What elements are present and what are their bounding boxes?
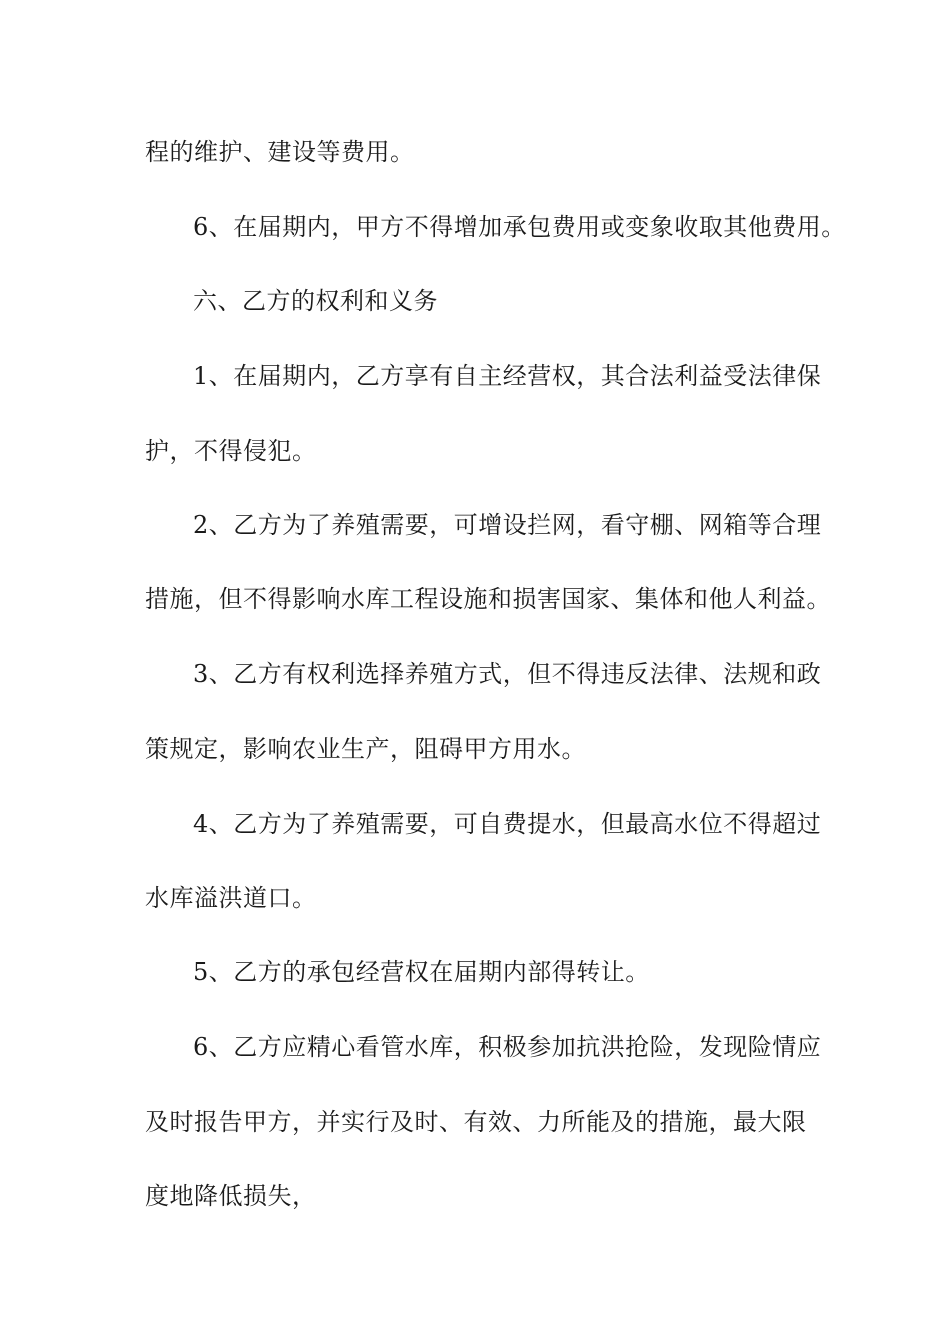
paragraph-line: 及时报告甲方，并实行及时、有效、力所能及的措施，最大限: [145, 1108, 807, 1136]
paragraph-line: 4、乙方为了养殖需要，可自费提水，但最高水位不得超过: [193, 810, 822, 838]
paragraph-line: 度地降低损失，: [145, 1182, 317, 1210]
paragraph-line: 措施，但不得影响水库工程设施和损害国家、集体和他人利益。: [145, 585, 831, 613]
paragraph-line: 6、乙方应精心看管水库，积极参加抗洪抢险，发现险情应: [193, 1033, 822, 1061]
paragraph-line: 3、乙方有权利选择养殖方式，但不得违反法律、法规和政: [193, 660, 822, 688]
paragraph-line: 2、乙方为了养殖需要，可增设拦网，看守棚、网箱等合理: [193, 511, 822, 539]
section-heading: 六、乙方的权利和义务: [193, 287, 438, 315]
paragraph-line: 1、在届期内，乙方享有自主经营权，其合法利益受法律保: [193, 362, 822, 390]
paragraph-line: 策规定，影响农业生产，阻碍甲方用水。: [145, 735, 586, 763]
paragraph-line: 6、在届期内，甲方不得增加承包费用或变象收取其他费用。: [193, 213, 846, 241]
paragraph-line: 护，不得侵犯。: [145, 437, 317, 465]
paragraph-line: 程的维护、建设等费用。: [145, 138, 415, 166]
paragraph-line: 5、乙方的承包经营权在届期内部得转让。: [193, 958, 650, 986]
paragraph-line: 水库溢洪道口。: [145, 884, 317, 912]
